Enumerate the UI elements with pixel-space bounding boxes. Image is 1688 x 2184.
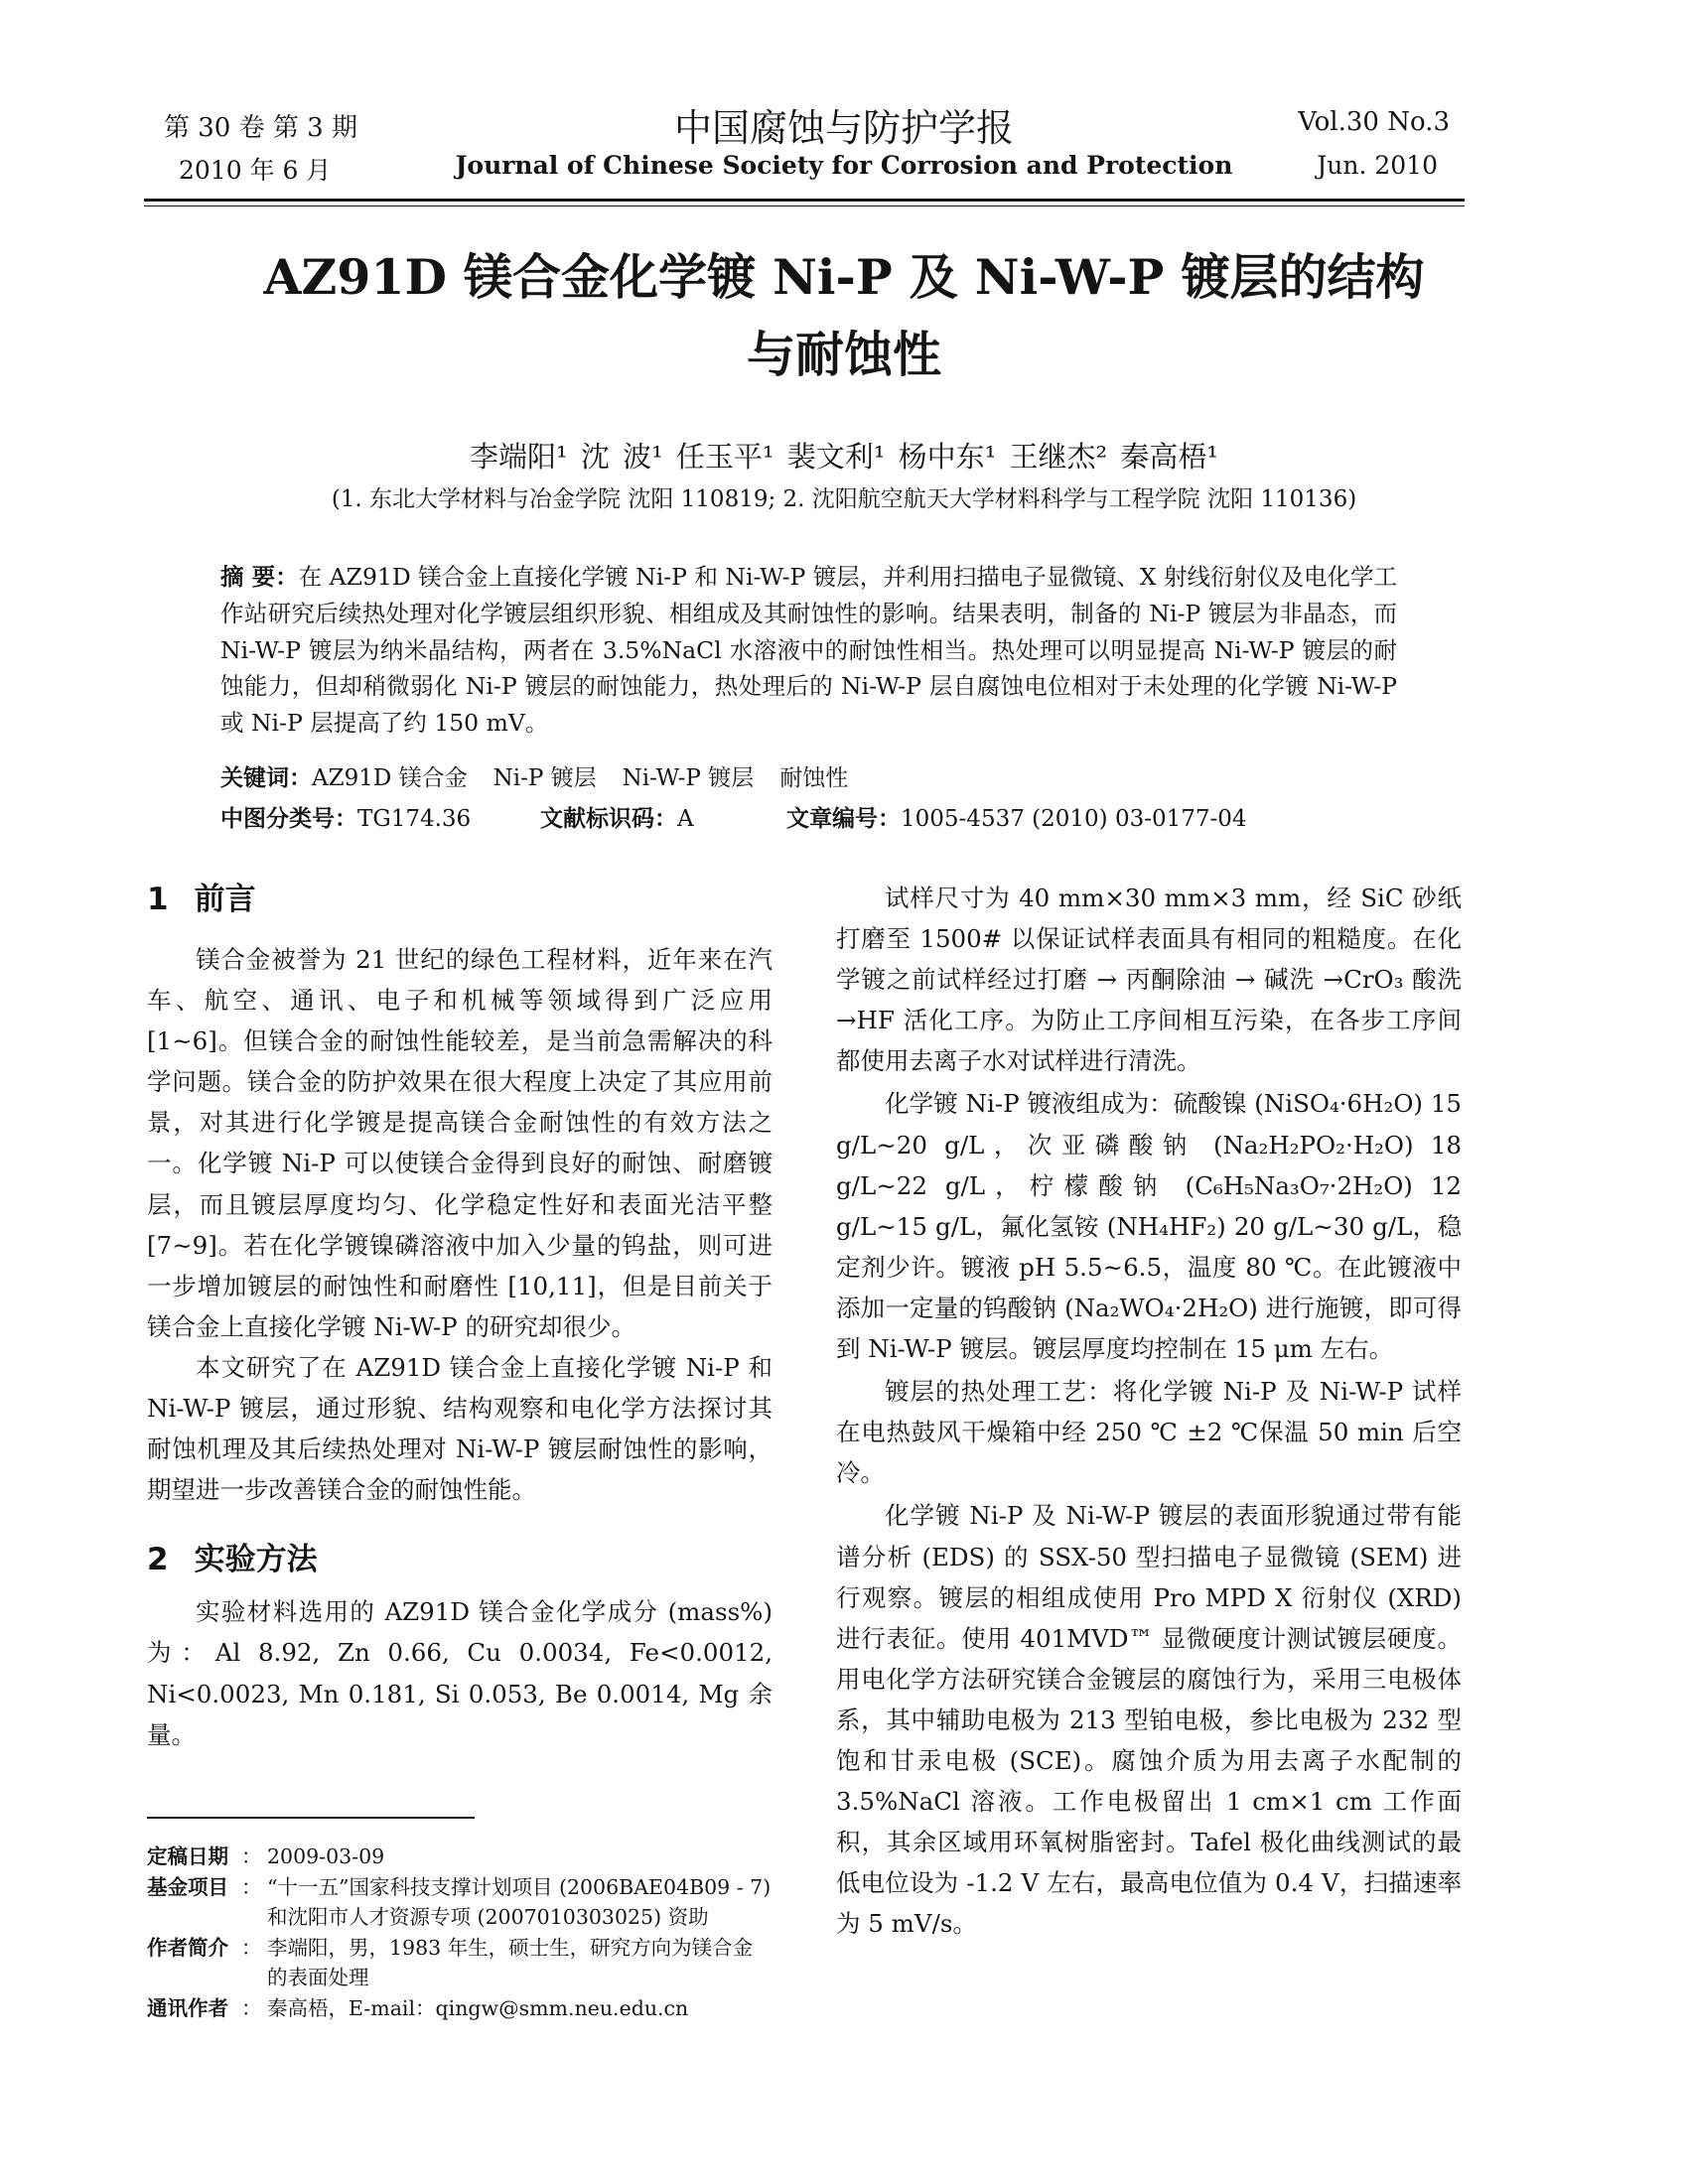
body-paragraph: 化学镀 Ni-P 镀液组成为：硫酸镍 (NiSO₄·6H₂O) 15 g/L~20 g/L，次亚磷酸钠 (Na₂H₂PO₂·H₂O) 18 g/L~22 g/L，柠檬酸钠 (C₆H₅Na₃O₇·2H₂O) 12 g/L~15 g/L，氟化氢铵 (NH₄HF₂) 20 g/L~30 g/L，稳定剂少许。镀液 pH 5.5~6.5，温度 80 ℃。在此镀液中添加一定量的钨酸钠 (Na₂WO₄·2H₂O) 进行施镀，即可得到 Ni-W-P 镀层。镀层厚度均控制在 15 μm 左右。 — [836, 1089, 1462, 1364]
abstract — [220, 559, 1397, 742]
right-column — [836, 878, 1462, 1944]
section-number: 2 — [147, 1542, 169, 1578]
body-paragraph: 镁合金被誉为 21 世纪的绿色工程材料，近年来在汽车、航空、通讯、电子和机械等领域得到广泛应用 [1~6]。但镁合金的耐蚀性能较差，是当前急需解决的科学问题。镁合金的防护效果在很大程度上决定了其应用前景，对其进行化学镀是提高镁合金耐蚀性的有效方法之一。化学镀 Ni-P 可以使镁合金得到良好的耐蚀、耐磨镀层，而且镀层厚度均匀、化学稳定性好和表面光洁平整 [7~9]。若在化学镀镍磷溶液中加入少量的钨盐，则可进一步增加镀层的耐蚀性和耐磨性 [10,11]，但是目前关于镁合金上直接化学镀 Ni-W-P 的研究却很少。 — [147, 945, 773, 1341]
journal-title-cn: 中国腐蚀与防护学报 — [673, 106, 1014, 150]
header-volume-en: Vol.30 No.3 — [1298, 107, 1450, 137]
section-number: 1 — [147, 882, 169, 917]
abstract-label: 摘 要： — [220, 563, 299, 591]
keyword-item: Ni-P 镀层 — [492, 765, 597, 791]
footnote-bio: 作者简介 ： 李端阳，男，1983 年生，硕士生，研究方向为镁合金的表面处理 — [147, 1933, 773, 1993]
body-paragraph: 镀层的热处理工艺：将化学镀 Ni-P 及 Ni-W-P 试样在电热鼓风干燥箱中经 250 ℃ ±2 ℃保温 50 min 后空冷。 — [836, 1377, 1462, 1488]
footnote-value: 2009-03-09 — [267, 1844, 385, 1868]
section-heading-introduction — [147, 878, 773, 921]
classification-line — [220, 800, 1397, 833]
footnote-label: 定稿日期 — [147, 1844, 228, 1868]
affiliation: (1. 东北大学材料与冶金学院 沈阳 110819; 2. 沈阳航空航天大学材料科学与工程学院 沈阳 110136) — [331, 486, 1357, 512]
footnote-received: 定稿日期 ： 2009-03-09 — [147, 1842, 773, 1872]
footnote-label: 作者简介 — [147, 1935, 228, 1960]
article-number-value: 1005-4537 (2010) 03-0177-04 — [901, 806, 1247, 832]
document-code — [540, 800, 694, 833]
left-column — [147, 878, 773, 1755]
keywords-label: 关键词： — [220, 765, 312, 791]
footnote-rule — [147, 1817, 475, 1819]
footnote-fund: 基金项目 ： “十一五”国家科技支撑计划项目 (2006BAE04B09 - 7) 和沈阳市人才资源专项 (2007010303025) 资助 — [147, 1872, 773, 1933]
clc-number — [220, 806, 471, 832]
header-rule-thick — [144, 199, 1465, 202]
article-number — [786, 800, 1247, 833]
footnote-contact: 通讯作者 ： 秦高梧，E-mail：qingw@smm.neu.edu.cn — [147, 1993, 773, 2024]
header-rule-thin — [144, 205, 1465, 206]
footnote-label: 通讯作者 — [147, 1995, 228, 2020]
abstract-text: 在 AZ91D 镁合金上直接化学镀 Ni-P 和 Ni-W-P 镀层，并利用扫描电子显微镜、X 射线衍射仪及电化学工作站研究后续热处理对化学镀层组织形貌、相组成及其耐蚀性的影响。结果表明，制备的 Ni-P 镀层为非晶态，而 Ni-W-P 镀层为纳米晶结构，两者在 3.5%NaCl 水溶液中的耐蚀性相当。热处理可以明显提高 Ni-W-P 镀层的耐蚀能力，但却稍微弱化 Ni-P 镀层的耐蚀能力，热处理后的 Ni-W-P 层自腐蚀电位相对于未处理的化学镀 Ni-W-P 或 Ni-P 层提高了约 150 mV。 — [220, 563, 1398, 738]
document-code-label: 文献标识码： — [540, 806, 677, 832]
clc-label: 中图分类号： — [220, 806, 357, 832]
paper-title — [0, 238, 1688, 393]
body-paragraph: 本文研究了在 AZ91D 镁合金上直接化学镀 Ni-P 和 Ni-W-P 镀层，通过形貌、结构观察和电化学方法探讨其耐蚀机理及其后续热处理对 Ni-W-P 镀层耐蚀性的影响，期望进一步改善镁合金的耐蚀性能。 — [147, 1352, 773, 1505]
footnote-value: “十一五”国家科技支撑计划项目 (2006BAE04B09 - 7) 和沈阳市人才资源专项 (2007010303025) 资助 — [267, 1874, 772, 1929]
footnote-value: 秦高梧，E-mail：qingw@smm.neu.edu.cn — [267, 1995, 689, 2020]
body-paragraph: 实验材料选用的 AZ91D 镁合金化学成分 (mass%) 为：Al 8.92, Zn 0.66, Cu 0.0034, Fe<0.0012, Ni<0.0023, Mn 0.181, Si 0.053, Be 0.0014, Mg 余量。 — [147, 1597, 773, 1749]
keyword-item: 耐蚀性 — [779, 765, 849, 791]
header-date-en: Jun. 2010 — [1317, 151, 1438, 180]
section-title: 实验方法 — [194, 1542, 318, 1578]
keywords — [220, 759, 874, 792]
article-number-label: 文章编号： — [786, 806, 901, 832]
section-title: 前言 — [194, 882, 256, 917]
author-list: 李端阳¹ 沈 波¹ 任玉平¹ 裴文利¹ 杨中东¹ 王继杰² 秦高梧¹ — [470, 440, 1218, 474]
document-code-value: A — [677, 806, 694, 832]
footnote-label: 基金项目 — [147, 1874, 228, 1899]
keyword-item: Ni-W-P 镀层 — [622, 765, 755, 791]
header-volume-cn: 第 30 卷 第 3 期 — [164, 113, 357, 143]
journal-title-en: Journal of Chinese Society for Corrosion and Protection — [455, 151, 1233, 180]
footnote-value: 李端阳，男，1983 年生，硕士生，研究方向为镁合金的表面处理 — [267, 1935, 754, 1989]
body-paragraph: 化学镀 Ni-P 及 Ni-W-P 镀层的表面形貌通过带有能谱分析 (EDS) 的 SSX-50 型扫描电子显微镜 (SEM) 进行观察。镀层的相组成使用 Pro MPD X 衍射仪 (XRD) 进行表征。使用 401MVD™ 显微硬度计测试镀层硬度。用电化学方法研究镁合金镀层的腐蚀行为，采用三电极体系，其中辅助电极为 213 型铂电极，参比电极为 232 型饱和甘汞电极 (SCE)。腐蚀介质为用去离子水配制的 3.5%NaCl 溶液。工作电极留出 1 cm×1 cm 工作面积，其余区域用环氧树脂密封。Tafel 极化曲线测试的最低电位设为 -1.2 V 左右，最高电位值为 0.4 V，扫描速率为 5 mV/s。 — [836, 1501, 1462, 1939]
header-date-cn: 2010 年 6 月 — [179, 156, 332, 185]
keyword-item: AZ91D 镁合金 — [312, 765, 468, 791]
body-paragraph: 试样尺寸为 40 mm×30 mm×3 mm，经 SiC 砂纸打磨至 1500# 以保证试样表面具有相同的粗糙度。在化学镀之前试样经过打磨 → 丙酮除油 → 碱洗 →CrO₃ 酸洗 →HF 活化工序。为防止工序间相互污染，在各步工序间都使用去离子水对试样进行清洗。 — [836, 884, 1462, 1076]
footnote — [147, 1842, 773, 2023]
paper-title-line2: 与耐蚀性 — [746, 326, 941, 383]
paper-title-line1: AZ91D 镁合金化学镀 Ni-P 及 Ni-W-P 镀层的结构 — [263, 248, 1425, 306]
clc-value: TG174.36 — [357, 806, 472, 832]
section-heading-methods — [147, 1538, 773, 1581]
